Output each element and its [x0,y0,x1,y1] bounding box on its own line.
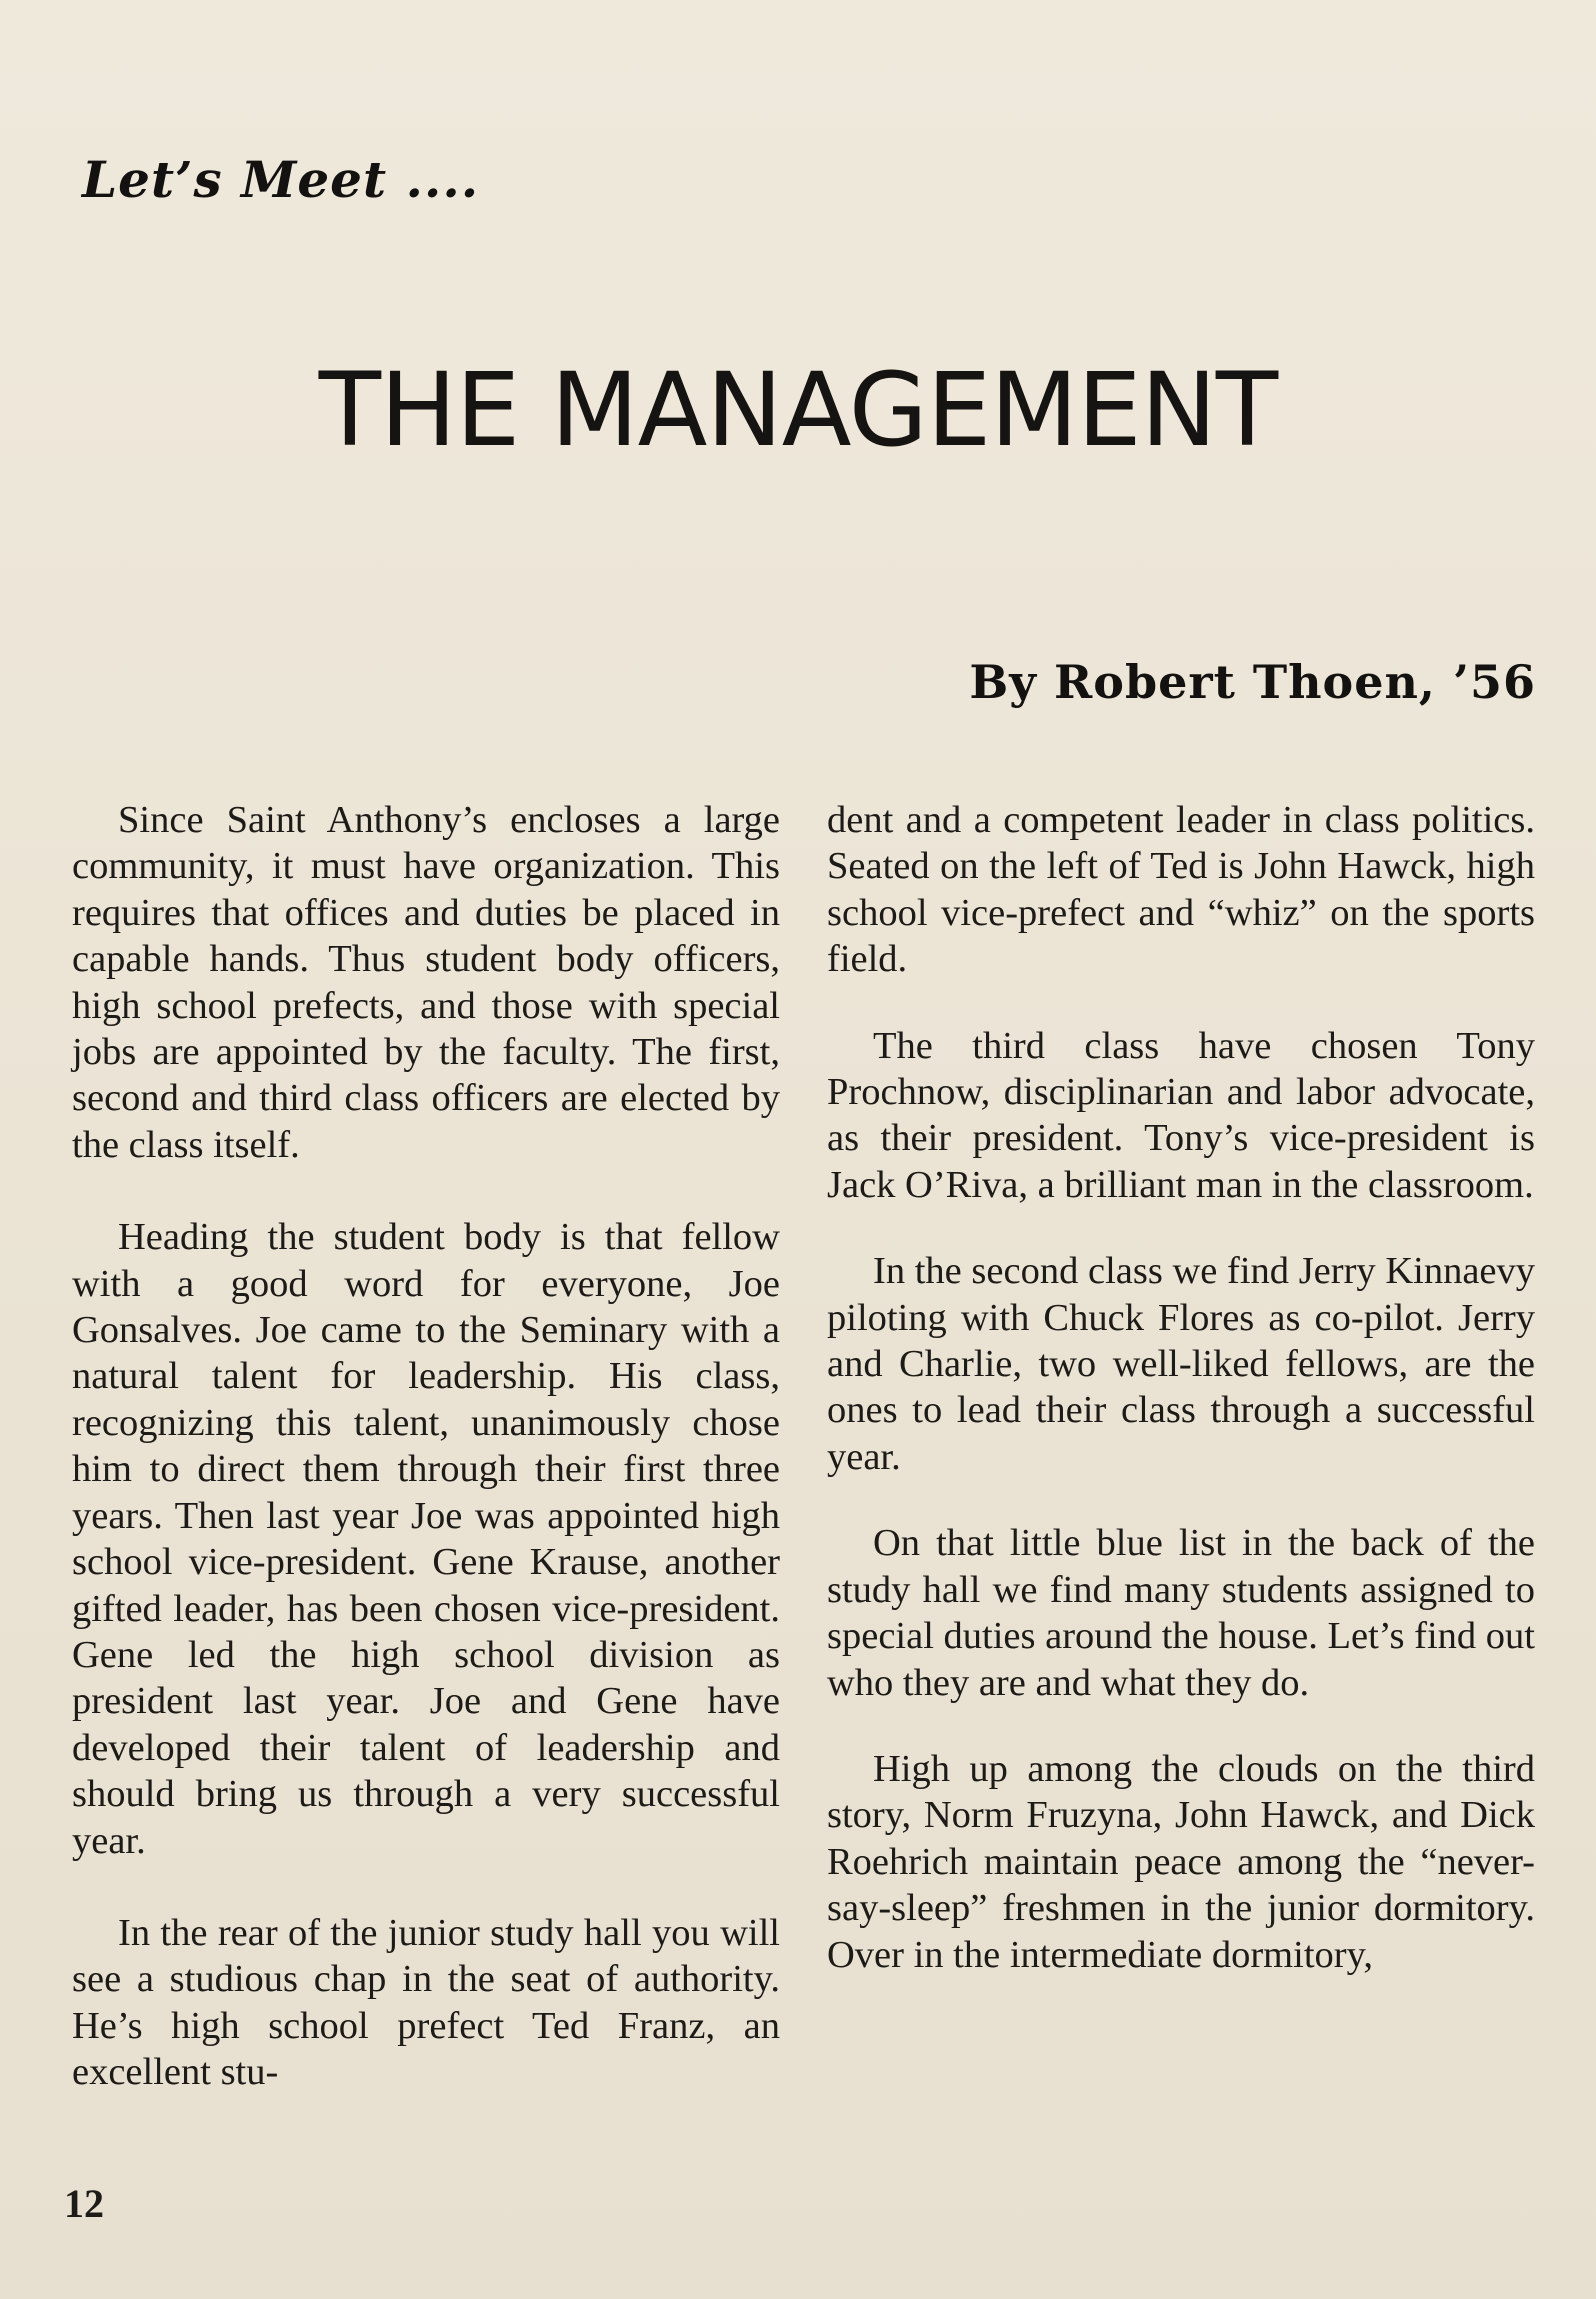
paragraph: dent and a competent leader in class politics. Seated on the left of Ted is John Hawck, high school vice-prefect and “whiz” on the sports field. [827,799,1535,981]
kicker-heading: Let’s Meet .... [82,150,480,209]
paragraph: High up among the clouds on the third story, Norm Fruzyna, John Hawck, and Dick Roehrich maintain peace among the “never-say-sleep” freshmen in the junior dormitory. Over in the intermediate dormitory, [827,1747,1535,1976]
paragraph: In the rear of the junior study hall you will see a studious chap in the seat of authority. He’s high school prefect Ted Franz, an excellent stu- [72,1911,780,2094]
article-title: THE MANAGEMENT [318,351,1278,470]
paragraph: On that little blue list in the back of the study hall we find many students assigned to special duties around the house. Let’s find out who they are and what they do. [827,1522,1535,1704]
left-column [72,797,780,2096]
page-number: 12 [64,2181,104,2226]
paragraph: The third class have chosen Tony Prochnow, disciplinarian and labor advocate, as their president. Tony’s vice-president is Jack O’Riva, a brilliant man in the classroom. [827,1024,1535,1206]
byline: By Robert Thoen, ’56 [969,655,1536,709]
paragraph: Heading the student body is that fellow with a good word for everyone, Joe Gonsalves. Joe came to the Seminary with a natural talent for leadership. His class, recognizing this talent, unanimously chose him to direct them through their first three years. Then last year Joe was appointed high school vice-president. Gene Krause, another gifted leader, has been chosen vice-president. Gene led the high school division as president last year. Joe and Gene have developed their talent of leadership and should bring us through a very successful year. [72,1216,780,1862]
right-column [827,797,1535,1978]
paragraph: In the second class we find Jerry Kinnaevy piloting with Chuck Flores as co-pilot. Jerry and Charlie, two well-liked fellows, are the ones to lead their class through a successful year. [827,1250,1535,1478]
paragraph: Since Saint Anthony’s encloses a large community, it must have organization. This requires that offices and duties be placed in capable hands. Thus student body officers, high school prefects, and those with special jobs are appointed by the faculty. The first, second and third class officers are elected by the class itself. [72,799,780,1166]
